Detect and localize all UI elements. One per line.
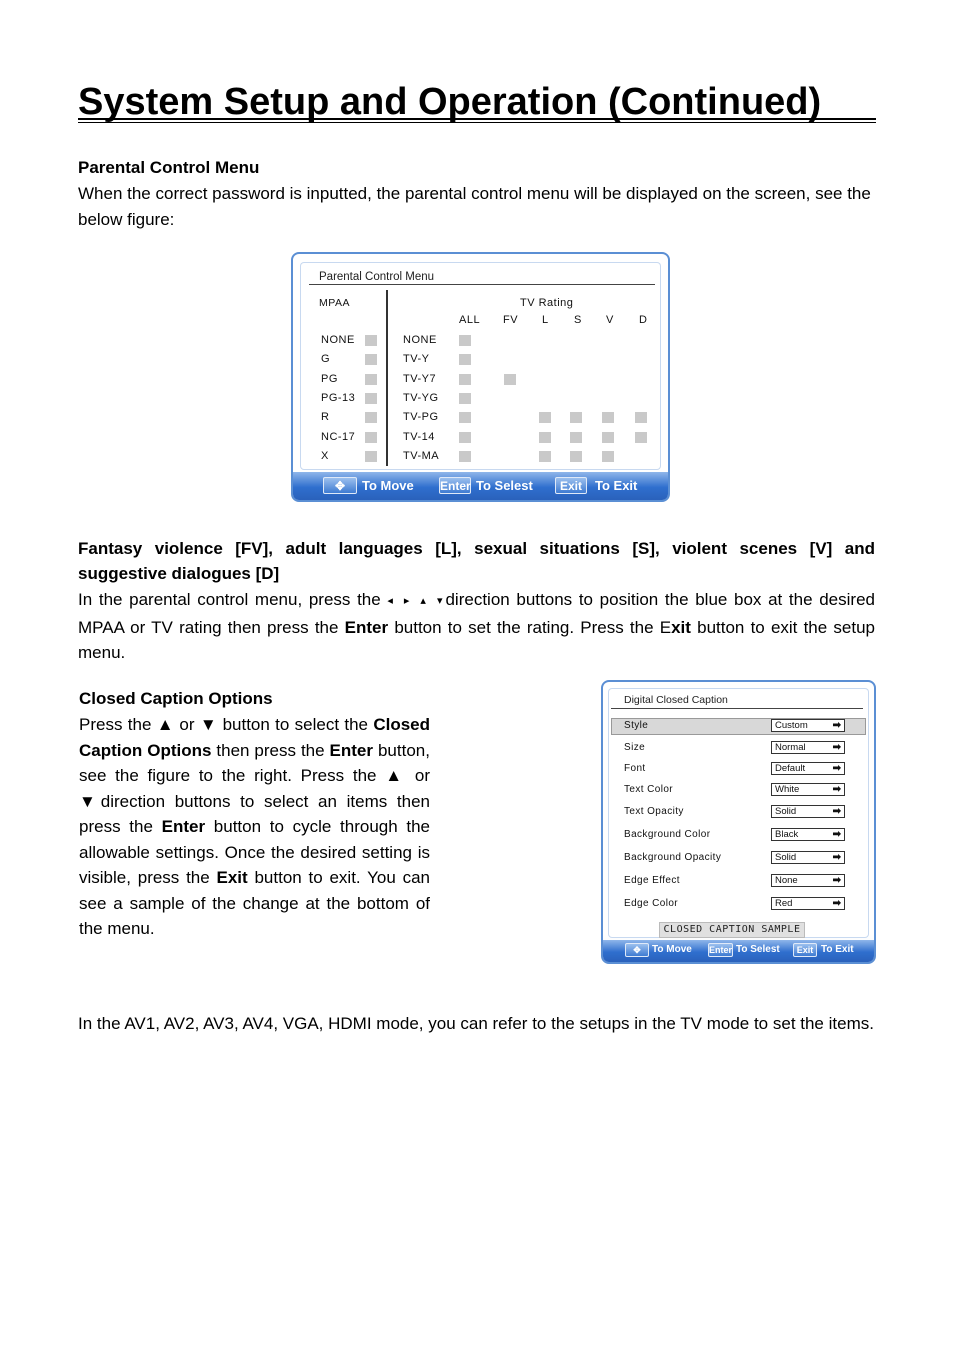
cc-bold-1: Closed Caption Options [79, 715, 430, 760]
exit-word: xit [671, 617, 691, 637]
mpaa-lock-box[interactable] [365, 374, 377, 385]
parental-bottom-bar [293, 472, 668, 500]
cc-option-label: Edge Effect [624, 875, 680, 886]
column-divider [386, 290, 388, 466]
tv-rating-lock-box[interactable] [635, 412, 647, 423]
tv-rating-lock-box[interactable] [459, 354, 471, 365]
parental-control-screen [291, 252, 670, 502]
cc-option-label: Font [624, 763, 646, 774]
page-title: System Setup and Operation (Continued) [78, 81, 822, 123]
cc-heading: Closed Caption Options [79, 689, 273, 708]
cc-exit-key: Exit [793, 943, 817, 957]
right-arrow-icon: ➡ [832, 784, 841, 795]
mpaa-item-label: NONE [321, 334, 355, 346]
tv-item-label: TV-MA [403, 449, 440, 462]
cc-option-label: Text Color [624, 784, 674, 795]
mpaa-lock-box[interactable] [365, 335, 377, 346]
cc-option-label: Style [624, 720, 649, 731]
mpaa-item-label: NC-17 [321, 430, 356, 443]
cc-option-value[interactable] [771, 828, 845, 841]
tv-item-label: TV-14 [403, 430, 435, 443]
cc-bar-move-label: To Move [652, 944, 692, 955]
tv-rating-lock-box[interactable] [459, 335, 471, 346]
cc-text-3: button, see the figure to the right. Press the ▲ or ▼direction buttons to select an items then press the [79, 740, 430, 836]
right-arrow-icon: ➡ [832, 806, 841, 817]
mpaa-lock-box[interactable] [365, 451, 377, 462]
tv-rating-lock-box[interactable] [570, 451, 582, 462]
cc-option-label: Background Color [624, 829, 711, 840]
mpaa-lock-box[interactable] [365, 354, 377, 365]
tv-item-label: TV-YG [403, 391, 439, 404]
cc-bottom-bar [603, 940, 874, 962]
tv-rating-label: TV Rating [520, 297, 574, 309]
cc-bold-3: Enter [161, 817, 206, 836]
footer-text: In the AV1, AV2, AV3, AV4, VGA, HDMI mode, you can refer to the setups in the TV mode to set the items. [78, 1014, 874, 1033]
enter-word: Enter [344, 617, 389, 637]
tv-column-header: ALL [459, 314, 481, 326]
cc-bar-select-label: To Selest [736, 944, 780, 955]
mpaa-label: MPAA [319, 297, 350, 309]
mpaa-item-label: G [321, 353, 331, 366]
parental-heading: Parental Control Menu [78, 158, 260, 177]
ratings-heading: Fantasy violence [FV], adult languages [L], sexual situations [S], violent scenes [V] and suggestive dialogues [D] [78, 539, 875, 583]
tv-rating-lock-box[interactable] [459, 374, 471, 385]
mpaa-lock-box[interactable] [365, 432, 377, 443]
cc-option-label: Edge Color [624, 898, 679, 909]
cc-bar-exit-label: To Exit [821, 944, 854, 955]
cc-bold-4: Exit [216, 868, 248, 887]
mpaa-lock-box[interactable] [365, 412, 377, 423]
exit-key: Exit [555, 477, 587, 494]
cc-option-value-text: Solid [775, 852, 797, 863]
cc-option-value-text: Normal [775, 742, 806, 753]
enter-key: Enter [440, 479, 471, 493]
right-arrow-icon: ➡ [832, 720, 841, 731]
tv-rating-lock-box[interactable] [635, 432, 647, 443]
cc-option-value[interactable] [771, 897, 845, 910]
tv-rating-lock-box[interactable] [459, 451, 471, 462]
cc-option-label: Background Opacity [624, 852, 722, 863]
cc-option-value[interactable] [771, 783, 845, 796]
mpaa-item-label: PG [321, 372, 338, 385]
cc-text-2: then press the [216, 740, 325, 760]
cc-option-label: Text Opacity [624, 806, 684, 817]
cc-option-value[interactable] [771, 741, 845, 754]
cc-title-rule [611, 708, 863, 709]
cc-option-value-text: Custom [775, 720, 808, 731]
tv-column-header: L [542, 314, 549, 326]
tv-column-header: FV [503, 314, 519, 326]
cc-text [79, 712, 430, 942]
direction-arrows-icon: ◂ ▸ ▴ ▾ [387, 595, 446, 607]
tv-rating-lock-box[interactable] [459, 412, 471, 423]
tv-rating-lock-box[interactable] [459, 432, 471, 443]
parental-intro: When the correct password is inputted, the parental control menu will be displayed on the screen, see the below figure: [78, 184, 871, 229]
tv-column-header: S [574, 314, 582, 326]
cc-enter-key: Enter [709, 945, 733, 955]
mpaa-item-label: R [321, 411, 330, 424]
tv-rating-lock-box[interactable] [570, 432, 582, 443]
tv-rating-lock-box[interactable] [504, 374, 516, 385]
tv-rating-lock-box[interactable] [459, 393, 471, 404]
ratings-text-d: button to exit the setup menu. [78, 617, 875, 662]
right-arrow-icon: ➡ [832, 829, 841, 840]
bar-select-label: To Selest [476, 478, 533, 493]
ratings-text-c: button to set the rating. Press the E [394, 617, 672, 637]
cc-move-key-icon: ✥ [625, 943, 649, 957]
tv-item-label: NONE [403, 334, 437, 346]
move-key-icon: ✥ [323, 477, 357, 494]
bar-exit-label: To Exit [595, 478, 638, 493]
ratings-text [78, 587, 875, 666]
bar-move-label: To Move [362, 478, 414, 493]
cc-sample-box: CLOSED CAPTION SAMPLE [659, 922, 805, 938]
cc-text-5: button to exit. You can see a sample of the change at the bottom of the menu. [79, 868, 430, 938]
cc-text-4: button to cycle through the allowable settings. Once the desired setting is visible, press the [79, 817, 431, 887]
cc-option-value[interactable] [771, 874, 845, 887]
tv-rating-lock-box[interactable] [570, 412, 582, 423]
cc-option-value-text: Black [775, 829, 799, 840]
cc-option-value-text: Red [775, 898, 793, 909]
parental-screen-title: Parental Control Menu [319, 271, 435, 283]
tv-item-label: TV-PG [403, 411, 439, 424]
cc-option-value[interactable] [771, 719, 845, 732]
tv-rating-lock-box[interactable] [602, 412, 614, 423]
cc-option-value-text: Default [775, 763, 806, 774]
mpaa-lock-box[interactable] [365, 393, 377, 404]
right-arrow-icon: ➡ [832, 763, 841, 774]
tv-column-header: D [639, 314, 648, 326]
right-arrow-icon: ➡ [832, 875, 841, 886]
cc-option-value[interactable] [771, 805, 845, 818]
cc-option-label: Size [624, 742, 646, 753]
mpaa-item-label: PG-13 [321, 391, 356, 404]
cc-option-value[interactable] [771, 851, 845, 864]
ratings-text-a: In the parental control menu, press the [78, 590, 381, 609]
cc-option-value-text: White [775, 784, 800, 795]
cc-screen-title: Digital Closed Caption [624, 694, 728, 706]
tv-rating-lock-box[interactable] [539, 412, 551, 423]
cc-option-value[interactable] [771, 762, 845, 775]
right-arrow-icon: ➡ [832, 742, 841, 753]
closed-caption-screen [601, 680, 876, 964]
right-arrow-icon: ➡ [832, 852, 841, 863]
tv-column-header: V [606, 314, 614, 326]
ratings-text-b: direction buttons to position the blue box at the desired MPAA or TV rating then press the [78, 590, 875, 637]
tv-rating-lock-box[interactable] [539, 451, 551, 462]
mpaa-item-label: X [321, 449, 329, 462]
right-arrow-icon: ➡ [832, 898, 841, 909]
cc-option-value-text: None [775, 875, 798, 886]
parental-title-rule [309, 284, 655, 285]
tv-item-label: TV-Y [403, 353, 430, 366]
title-underline-thin [78, 122, 876, 123]
tv-item-label: TV-Y7 [403, 372, 437, 385]
tv-rating-lock-box[interactable] [602, 451, 614, 462]
cc-text-1: Press the ▲ or ▼ button to select the [79, 715, 368, 734]
cc-option-value-text: Solid [775, 806, 797, 817]
title-underline [78, 118, 876, 120]
tv-rating-lock-box[interactable] [539, 432, 551, 443]
tv-rating-lock-box[interactable] [602, 432, 614, 443]
cc-bold-2: Enter [329, 740, 374, 760]
